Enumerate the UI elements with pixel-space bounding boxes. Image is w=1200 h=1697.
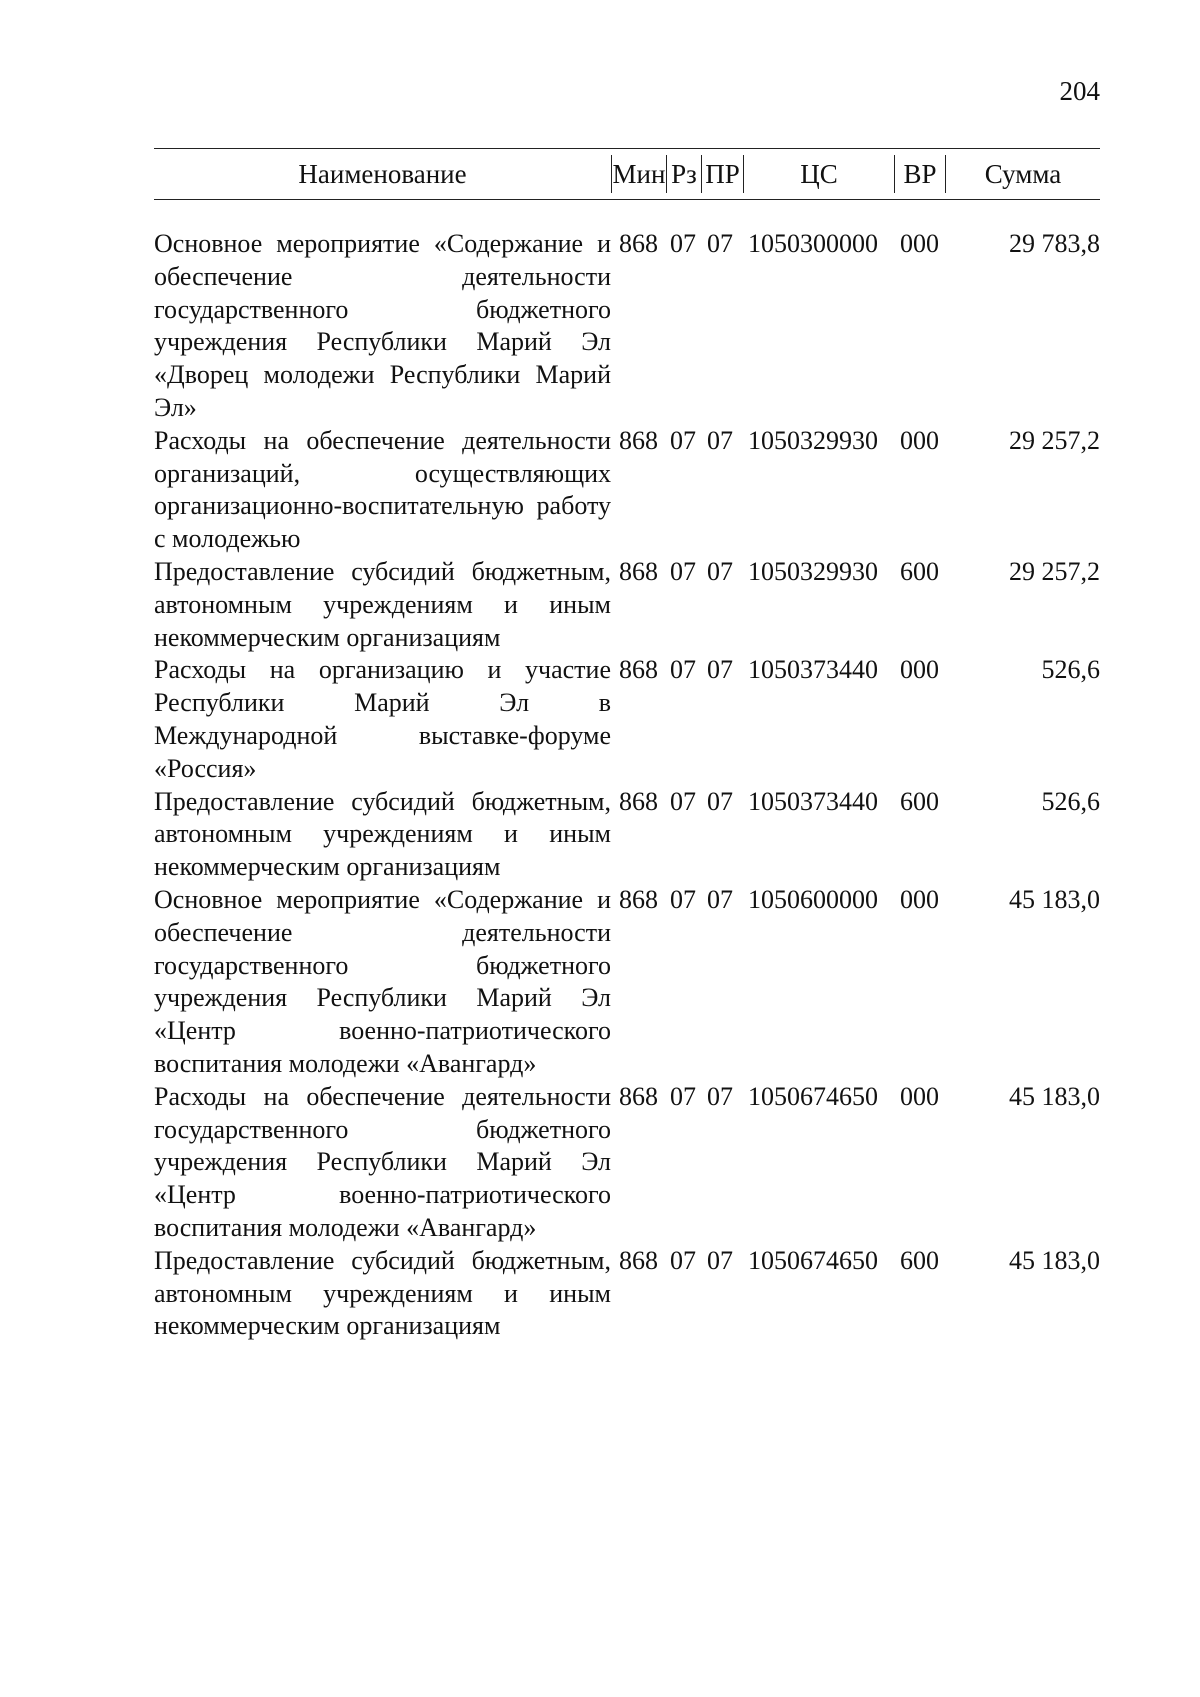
row-cs: 1050329930 xyxy=(748,425,878,455)
row-rz: 07 xyxy=(670,1081,696,1111)
row-rz: 07 xyxy=(670,786,696,816)
row-min: 868 xyxy=(619,556,658,586)
row-sum: 45 183,0 xyxy=(1009,884,1100,914)
header-min: Мин xyxy=(612,159,666,189)
row-vr: 000 xyxy=(900,884,939,914)
row-cs: 1050600000 xyxy=(748,884,878,914)
row-pr: 07 xyxy=(707,229,733,258)
row-min: 868 xyxy=(619,229,658,258)
row-pr: 07 xyxy=(707,425,733,455)
table-body xyxy=(154,228,1100,1343)
row-pr: 07 xyxy=(707,556,733,586)
row-rz: 07 xyxy=(670,655,696,685)
row-vr: 600 xyxy=(900,556,939,586)
row-min: 868 xyxy=(619,884,658,914)
row-vr: 000 xyxy=(900,425,939,455)
row-min: 868 xyxy=(619,1245,658,1275)
row-cs: 1050674650 xyxy=(748,1245,878,1275)
row-min: 868 xyxy=(619,1081,658,1111)
row-sum: 29 783,8 xyxy=(1009,229,1100,258)
table-row xyxy=(154,556,1100,654)
row-name: Предоставление субсидий бюджетным, автономным учреждениям и иным некоммерческим организациям xyxy=(154,556,611,652)
row-rz: 07 xyxy=(670,556,696,586)
page-number: 204 xyxy=(1059,76,1100,106)
table-header xyxy=(154,148,1100,200)
row-cs: 1050300000 xyxy=(748,229,878,258)
table-row xyxy=(154,228,1100,425)
header-vr: ВР xyxy=(903,159,937,189)
row-cs: 1050373440 xyxy=(748,786,878,816)
row-sum: 29 257,2 xyxy=(1009,425,1100,455)
row-vr: 000 xyxy=(900,1081,939,1111)
header-cs: ЦС xyxy=(800,159,838,189)
row-vr: 600 xyxy=(900,1245,939,1275)
row-min: 868 xyxy=(619,425,658,455)
row-name: Расходы на организацию и участие Республики Марий Эл в Международной выставке-форуме «Россия» xyxy=(154,655,611,783)
row-rz: 07 xyxy=(670,425,696,455)
table-row xyxy=(154,884,1100,1081)
row-pr: 07 xyxy=(707,786,733,816)
row-cs: 1050674650 xyxy=(748,1081,878,1111)
header-sum: Сумма xyxy=(984,159,1062,189)
row-pr: 07 xyxy=(707,655,733,685)
row-name: Предоставление субсидий бюджетным, автономным учреждениям и иным некоммерческим организациям xyxy=(154,786,611,882)
table-row xyxy=(154,786,1100,884)
row-rz: 07 xyxy=(670,884,696,914)
row-min: 868 xyxy=(619,655,658,685)
row-vr: 600 xyxy=(900,786,939,816)
row-pr: 07 xyxy=(707,884,733,914)
row-name: Основное мероприятие «Содержание и обеспечение деятельности государственного бюджетного учреждения Республики Марий Эл «Центр военно-патриотического воспитания молодежи «Авангард» xyxy=(154,884,611,1078)
row-sum: 45 183,0 xyxy=(1009,1081,1100,1111)
table-row xyxy=(154,1081,1100,1245)
row-cs: 1050373440 xyxy=(748,655,878,685)
header-name: Наименование xyxy=(298,159,467,189)
row-name: Расходы на обеспечение деятельности государственного бюджетного учреждения Республики Марий Эл «Центр военно-патриотического воспитания молодежи «Авангард» xyxy=(154,1081,611,1242)
row-pr: 07 xyxy=(707,1245,733,1275)
row-name: Основное мероприятие «Содержание и обеспечение деятельности государственного бюджетного учреждения Республики Марий Эл «Дворец молодежи Республики Марий Эл» xyxy=(154,229,611,422)
header-rz: Рз xyxy=(671,159,697,189)
row-rz: 07 xyxy=(670,229,696,258)
row-cs: 1050329930 xyxy=(748,556,878,586)
row-vr: 000 xyxy=(900,229,939,258)
row-sum: 29 257,2 xyxy=(1009,556,1100,586)
row-sum: 526,6 xyxy=(1041,786,1100,816)
row-name: Расходы на обеспечение деятельности организаций, осуществляющих организационно-воспитательную работу с молодежью xyxy=(154,425,611,554)
row-sum: 45 183,0 xyxy=(1009,1245,1100,1275)
table-row xyxy=(154,654,1100,785)
row-sum: 526,6 xyxy=(1041,655,1100,685)
row-name: Предоставление субсидий бюджетным, автономным учреждениям и иным некоммерческим организациям xyxy=(154,1245,611,1341)
row-rz: 07 xyxy=(670,1245,696,1275)
row-vr: 000 xyxy=(900,655,939,685)
table-row xyxy=(154,1245,1100,1343)
row-pr: 07 xyxy=(707,1081,733,1111)
header-pr: ПР xyxy=(705,159,740,189)
row-min: 868 xyxy=(619,786,658,816)
table-row xyxy=(154,425,1100,556)
